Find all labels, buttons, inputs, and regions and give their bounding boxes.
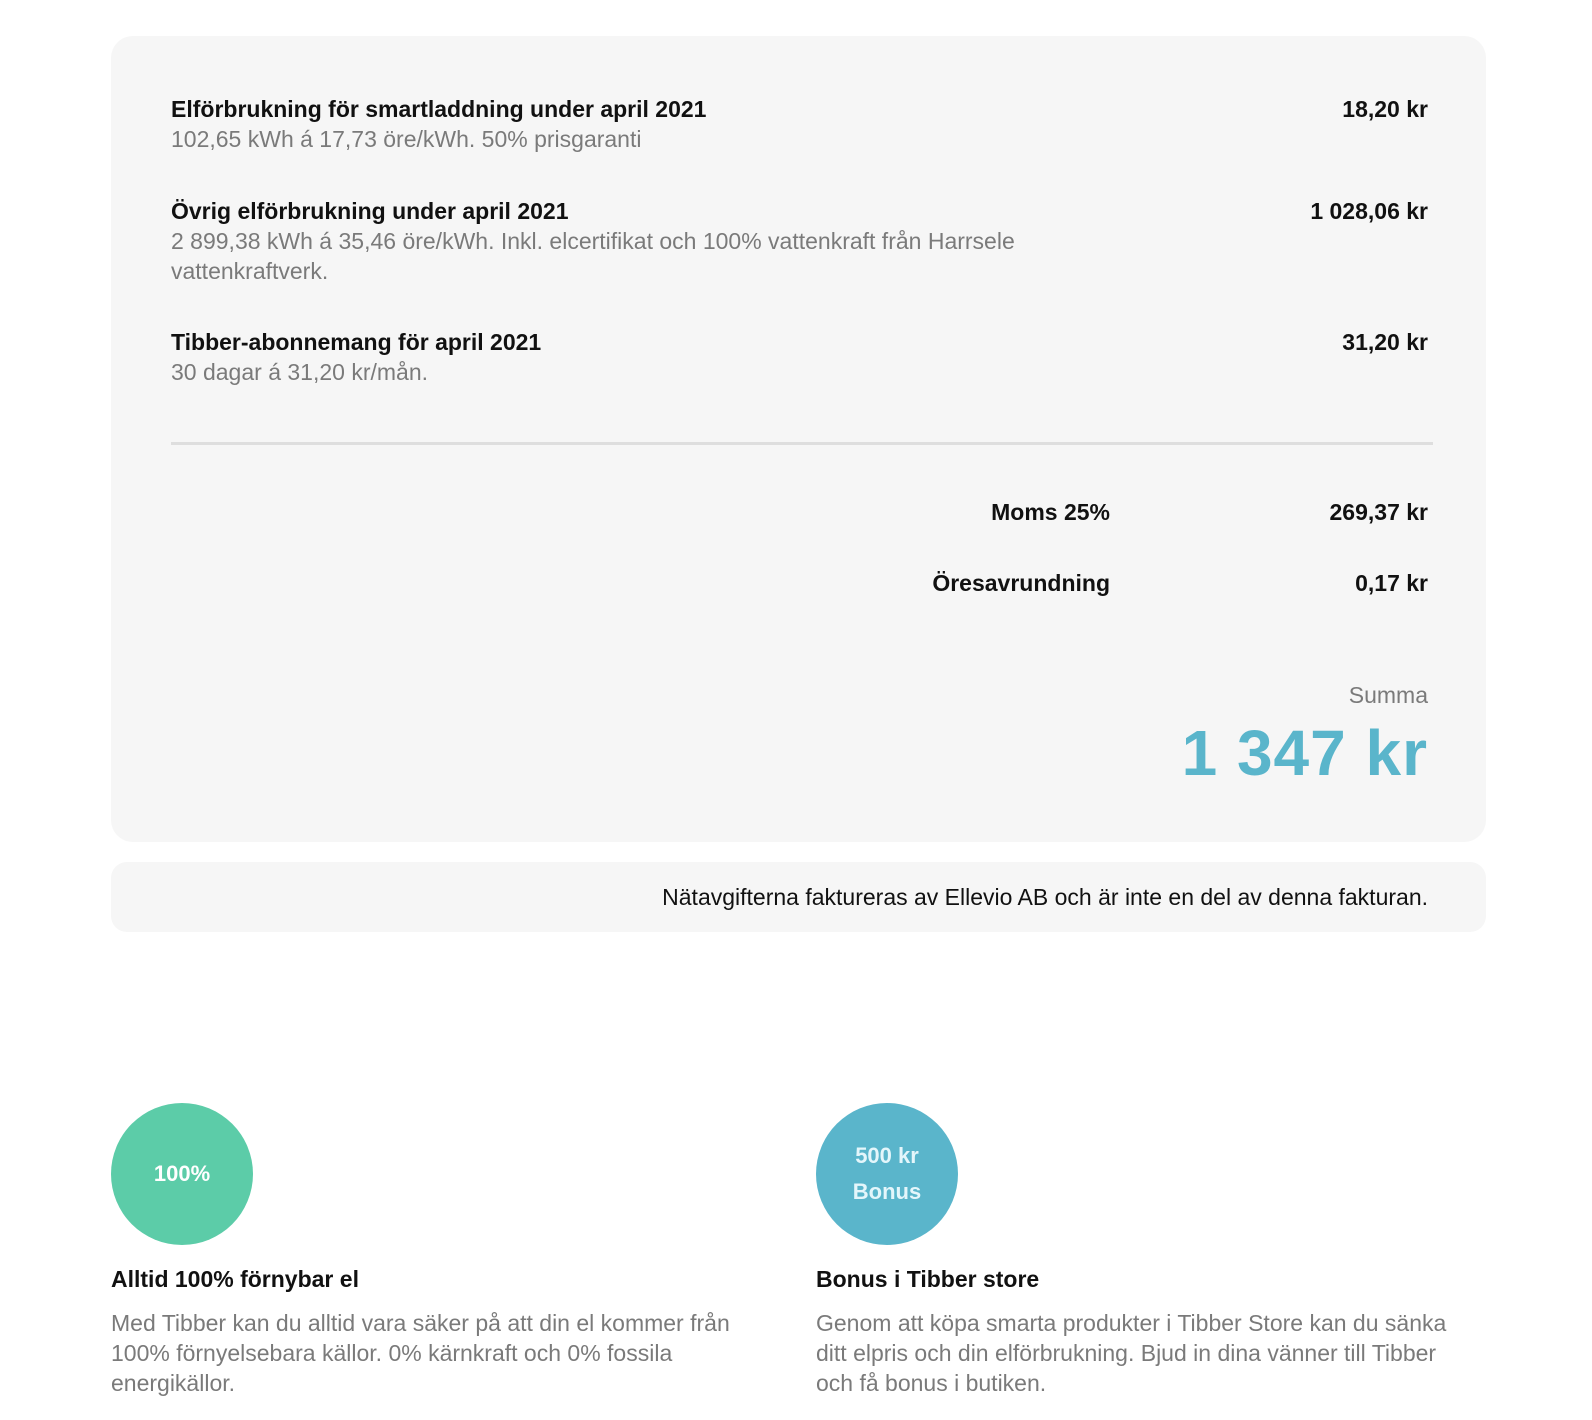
- badge-text: 100%: [153, 1161, 211, 1186]
- renewable-badge: [111, 1103, 253, 1245]
- vat-label: Moms 25%: [991, 499, 1110, 525]
- total-label: Summa: [1348, 682, 1428, 708]
- feature-description: Genom att köpa smarta produkter i Tibber Store kan du sänka ditt elpris och din elförbrukning. Bjud in dina vänner till Tibber och få bonus i butiken.: [816, 1310, 1447, 1396]
- vat-value: 269,37 kr: [1329, 499, 1428, 525]
- feature-title: Alltid 100% förnybar el: [111, 1266, 359, 1292]
- line-item-description: 102,65 kWh á 17,73 öre/kWh. 50% prisgaranti: [171, 126, 642, 152]
- line-item-description: 2 899,38 kWh á 35,46 öre/kWh. Inkl. elcertifikat och 100% vattenkraft från Harrsele vattenkraftverk.: [171, 228, 1015, 284]
- feature-bonus: [816, 1103, 1496, 1398]
- line-item-title: Elförbrukning för smartladdning under april 2021: [171, 96, 707, 122]
- line-item-amount: 1 028,06 kr: [1310, 198, 1428, 224]
- badge-text-amount: 500 kr: [855, 1143, 919, 1168]
- note-text: Nätavgifterna faktureras av Ellevio AB och är inte en del av denna fakturan.: [662, 884, 1428, 910]
- summary-row-vat: [111, 497, 1486, 527]
- invoice-card: [111, 36, 1486, 842]
- line-item-title: Tibber-abonnemang för april 2021: [171, 329, 542, 355]
- line-item-other-consumption: [171, 196, 1428, 286]
- line-item-amount: 31,20 kr: [1342, 329, 1428, 355]
- summary-row-rounding: [111, 568, 1486, 598]
- bonus-badge: [816, 1103, 958, 1245]
- line-item-amount: 18,20 kr: [1342, 96, 1428, 122]
- badge-text-label: Bonus: [852, 1179, 922, 1204]
- network-fee-note: [111, 862, 1486, 932]
- feature-renewable: [111, 1103, 791, 1398]
- rounding-value: 0,17 kr: [1355, 570, 1428, 596]
- line-item-subscription: [171, 327, 1428, 387]
- line-item-description: 30 dagar á 31,20 kr/mån.: [171, 359, 428, 385]
- summary-divider: [171, 442, 1433, 445]
- total-amount: 1 347 kr: [1181, 717, 1428, 789]
- feature-title: Bonus i Tibber store: [816, 1266, 1040, 1292]
- rounding-label: Öresavrundning: [932, 570, 1110, 596]
- line-item-title: Övrig elförbrukning under april 2021: [171, 198, 569, 224]
- feature-description: Med Tibber kan du alltid vara säker på att din el kommer från 100% förnyelsebara källor. 0% kärnkraft och 0% fossila energikällor.: [111, 1310, 730, 1396]
- line-item-smart-charging: [171, 94, 1428, 154]
